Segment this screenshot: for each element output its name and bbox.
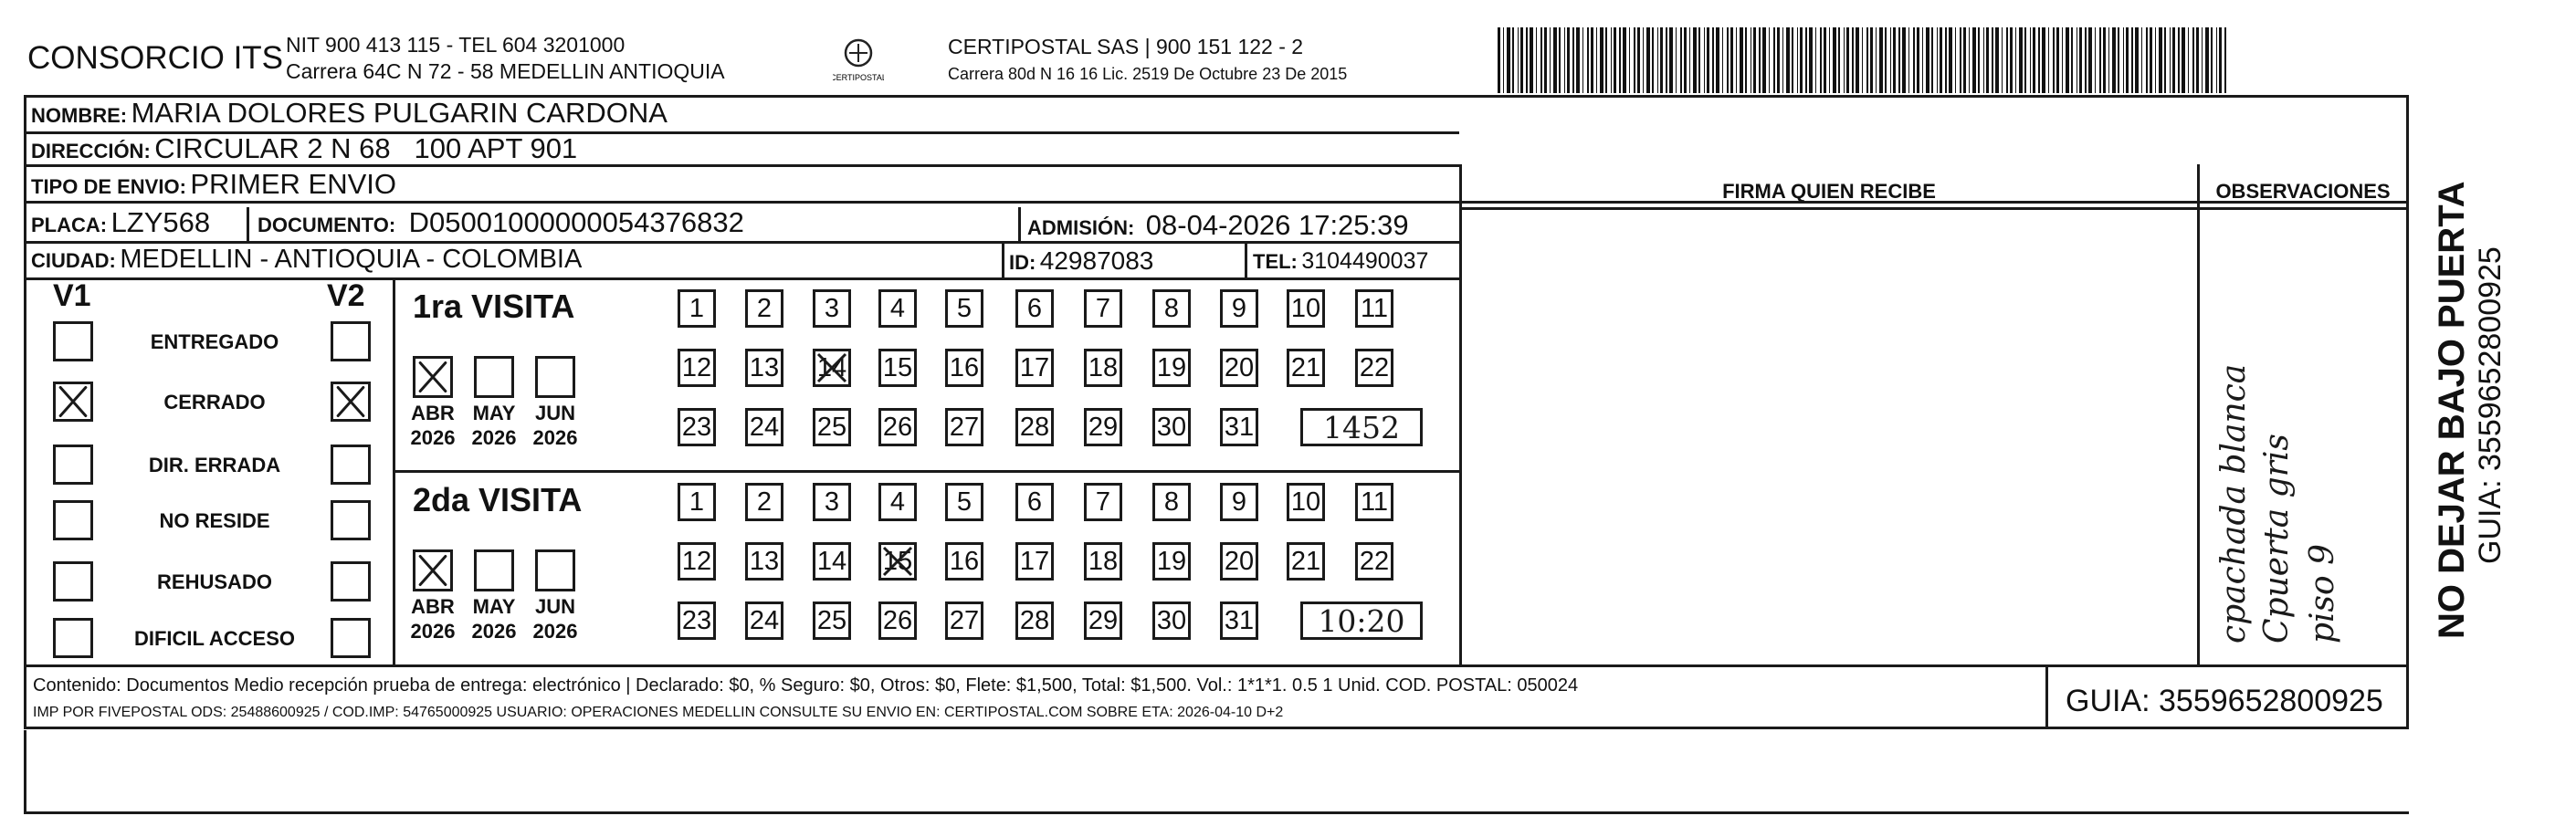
v1-checkbox[interactable] xyxy=(53,321,93,361)
day-box[interactable] xyxy=(678,349,716,387)
day-number: 11 xyxy=(1360,486,1389,517)
footer-contenido: Contenido: Documentos Medio recepción prueba de entrega: electrónico | Declarado: $0, % Seguro: $0, Otros: $0, Flete: $1,500, Total: $1,500. Vol.: 1*1*1. 0.5 1 Unid. COD. POSTAL: 050024 xyxy=(33,675,1579,696)
day-number: 30 xyxy=(1156,605,1187,635)
placa-label: PLACA: xyxy=(31,214,108,236)
day-number: 27 xyxy=(949,412,980,442)
day-number: 10 xyxy=(1290,486,1321,517)
year-label: 2026 xyxy=(471,620,517,643)
day-number: 18 xyxy=(1088,352,1119,382)
day-number: 27 xyxy=(949,605,980,635)
day-box[interactable] xyxy=(1152,542,1191,581)
day-box[interactable] xyxy=(813,602,851,640)
courier-license: Carrera 80d N 16 16 Lic. 2519 De Octubre 23 De 2015 xyxy=(948,65,1348,83)
visit-title: 2da VISITA xyxy=(413,481,583,518)
day-box[interactable] xyxy=(745,408,783,446)
day-box[interactable] xyxy=(1152,349,1191,387)
direccion-value: CIRCULAR 2 N 68 100 APT 901 xyxy=(154,132,578,164)
check-mark-icon xyxy=(415,359,450,395)
documento-label: DOCUMENTO: xyxy=(258,214,396,236)
courier-name: CERTIPOSTAL SAS | 900 151 122 - 2 xyxy=(948,35,1304,58)
day-number: 22 xyxy=(1359,352,1390,382)
day-box[interactable] xyxy=(1220,408,1258,446)
day-box[interactable] xyxy=(1084,408,1122,446)
day-number: 13 xyxy=(749,352,780,382)
day-box[interactable] xyxy=(1084,542,1122,581)
month-checkbox[interactable] xyxy=(413,356,453,398)
day-number: 17 xyxy=(1019,546,1050,576)
day-number: 14 xyxy=(816,352,847,382)
day-number: 9 xyxy=(1231,486,1247,517)
month-label: ABR xyxy=(411,402,455,424)
day-number: 24 xyxy=(749,605,780,635)
visit-time: 1452 xyxy=(1323,409,1400,445)
side-note-guia: GUIA: 3559652800925 xyxy=(2473,246,2508,564)
v2-checkbox[interactable] xyxy=(331,382,371,422)
day-box[interactable] xyxy=(878,483,917,521)
day-box[interactable] xyxy=(1355,349,1393,387)
day-number: 1 xyxy=(689,486,705,517)
year-label: 2026 xyxy=(532,426,578,449)
check-mark-icon xyxy=(56,384,90,419)
day-box[interactable] xyxy=(813,289,851,328)
day-box[interactable] xyxy=(1355,483,1393,521)
day-number: 12 xyxy=(681,352,712,382)
day-cross-icon xyxy=(881,545,914,578)
day-box[interactable] xyxy=(945,289,983,328)
day-box[interactable] xyxy=(1015,289,1054,328)
day-box[interactable] xyxy=(1152,483,1191,521)
month-checkbox[interactable] xyxy=(535,356,575,398)
day-box[interactable] xyxy=(1084,483,1122,521)
day-box[interactable] xyxy=(1015,408,1054,446)
month-label: JUN xyxy=(534,595,575,618)
barcode xyxy=(1498,27,2228,93)
v2-checkbox[interactable] xyxy=(331,500,371,540)
observacion-line-1: cpachada blanca xyxy=(2215,363,2253,643)
day-box[interactable] xyxy=(945,602,983,640)
v1-checkbox[interactable] xyxy=(53,561,93,602)
day-number: 23 xyxy=(681,412,712,442)
day-box[interactable] xyxy=(678,289,716,328)
side-note-main: NO DEJAR BAJO PUERTA xyxy=(2432,181,2472,639)
day-box[interactable] xyxy=(1084,289,1122,328)
day-number: 21 xyxy=(1290,352,1321,382)
id-label: ID: xyxy=(1009,251,1036,274)
documento-row xyxy=(258,206,744,239)
day-number: 10 xyxy=(1290,293,1321,323)
day-box[interactable] xyxy=(945,408,983,446)
observacion-line-2: Cpuerta gris xyxy=(2258,434,2296,643)
ciudad-row xyxy=(31,245,582,275)
year-label: 2026 xyxy=(410,426,456,449)
day-box[interactable] xyxy=(745,602,783,640)
nombre-row xyxy=(31,97,668,130)
ciudad-label: CIUDAD: xyxy=(31,249,116,272)
day-box[interactable] xyxy=(1287,542,1325,581)
v1-label: V1 xyxy=(53,278,91,313)
certipostal-logo xyxy=(833,35,884,89)
year-label: 2026 xyxy=(410,620,456,643)
day-box[interactable] xyxy=(945,349,983,387)
day-number: 16 xyxy=(949,352,980,382)
day-box[interactable] xyxy=(945,483,983,521)
day-number: 3 xyxy=(824,486,840,517)
day-number: 5 xyxy=(956,486,973,517)
day-box[interactable] xyxy=(745,289,783,328)
day-number: 16 xyxy=(949,546,980,576)
documento-value: D05001000000054376832 xyxy=(408,206,744,238)
day-number: 26 xyxy=(882,605,913,635)
day-number: 31 xyxy=(1224,605,1255,635)
day-number: 15 xyxy=(882,352,913,382)
month-checkbox[interactable] xyxy=(474,356,514,398)
lower-blank-panel xyxy=(24,730,2409,814)
day-number: 19 xyxy=(1156,546,1187,576)
day-box[interactable] xyxy=(1355,542,1393,581)
year-label: 2026 xyxy=(471,426,517,449)
observacion-line-3: piso 9 xyxy=(2304,543,2341,643)
day-box[interactable] xyxy=(1015,602,1054,640)
status-option-label: REHUSADO xyxy=(157,570,272,593)
day-box[interactable] xyxy=(878,602,917,640)
day-number: 14 xyxy=(816,546,847,576)
day-number: 15 xyxy=(882,546,913,576)
tipo-envio-row xyxy=(31,168,396,201)
day-number: 24 xyxy=(749,412,780,442)
company-address: Carrera 64C N 72 - 58 MEDELLIN ANTIOQUIA xyxy=(286,59,725,83)
day-number: 6 xyxy=(1026,293,1043,323)
day-box[interactable] xyxy=(678,602,716,640)
day-box[interactable] xyxy=(1220,483,1258,521)
check-mark-icon xyxy=(415,552,450,589)
tipo-label: TIPO DE ENVIO: xyxy=(31,175,186,198)
admision-value: 08-04-2026 17:25:39 xyxy=(1145,209,1409,241)
day-number: 6 xyxy=(1026,486,1043,517)
v1-checkbox[interactable] xyxy=(53,382,93,422)
day-number: 29 xyxy=(1088,412,1119,442)
id-value: 42987083 xyxy=(1039,246,1154,275)
day-box[interactable] xyxy=(878,408,917,446)
year-label: 2026 xyxy=(532,620,578,643)
tel-row xyxy=(1253,248,1428,275)
tel-value: 3104490037 xyxy=(1301,248,1429,274)
day-number: 28 xyxy=(1019,412,1050,442)
day-number: 5 xyxy=(956,293,973,323)
day-number: 8 xyxy=(1163,293,1180,323)
direccion-label: DIRECCIÓN: xyxy=(31,140,151,162)
day-box[interactable] xyxy=(678,408,716,446)
status-option-label: DIR. ERRADA xyxy=(148,454,281,476)
month-checkbox[interactable] xyxy=(474,549,514,591)
day-box[interactable] xyxy=(745,483,783,521)
visit-time-box[interactable] xyxy=(1300,408,1423,446)
day-box[interactable] xyxy=(1220,289,1258,328)
day-box[interactable] xyxy=(1084,602,1122,640)
month-label: JUN xyxy=(534,402,575,424)
day-box[interactable] xyxy=(1220,542,1258,581)
day-number: 25 xyxy=(816,412,847,442)
status-option-label: DIFICIL ACCESO xyxy=(133,627,295,650)
day-number: 18 xyxy=(1088,546,1119,576)
day-cross-icon xyxy=(815,351,848,384)
day-box[interactable] xyxy=(1152,408,1191,446)
day-number: 31 xyxy=(1224,412,1255,442)
day-number: 26 xyxy=(882,412,913,442)
day-box[interactable] xyxy=(678,542,716,581)
day-number: 1 xyxy=(689,293,705,323)
firma-header: FIRMA QUIEN RECIBE xyxy=(1722,180,1936,203)
day-number: 23 xyxy=(681,605,712,635)
day-box[interactable] xyxy=(1355,289,1393,328)
day-box[interactable] xyxy=(813,542,851,581)
day-box[interactable] xyxy=(678,483,716,521)
v2-checkbox[interactable] xyxy=(331,561,371,602)
day-box[interactable] xyxy=(745,349,783,387)
day-number: 8 xyxy=(1163,486,1180,517)
day-box[interactable] xyxy=(1220,349,1258,387)
day-number: 11 xyxy=(1360,293,1389,323)
day-number: 4 xyxy=(889,486,906,517)
month-checkbox[interactable] xyxy=(413,549,453,591)
day-number: 29 xyxy=(1088,605,1119,635)
observaciones-handwriting xyxy=(2201,210,2407,663)
placa-row xyxy=(31,206,210,239)
nombre-value: MARIA DOLORES PULGARIN CARDONA xyxy=(131,97,668,129)
ciudad-value: MEDELLIN - ANTIOQUIA - COLOMBIA xyxy=(120,245,583,274)
v1-checkbox[interactable] xyxy=(53,500,93,540)
status-option-label: CERRADO xyxy=(163,391,266,413)
footer-guia: GUIA: 3559652800925 xyxy=(2066,684,2383,718)
day-number: 7 xyxy=(1095,293,1111,323)
day-box[interactable] xyxy=(813,408,851,446)
day-box[interactable] xyxy=(1152,602,1191,640)
day-box[interactable] xyxy=(1152,289,1191,328)
day-box[interactable] xyxy=(813,349,851,387)
day-box[interactable] xyxy=(945,542,983,581)
tipo-value: PRIMER ENVIO xyxy=(190,168,397,200)
day-box[interactable] xyxy=(1287,349,1325,387)
direccion-row xyxy=(31,132,577,165)
v1-checkbox[interactable] xyxy=(53,445,93,485)
company-name: CONSORCIO ITS xyxy=(27,40,284,76)
v2-label: V2 xyxy=(327,278,365,313)
day-box[interactable] xyxy=(1220,602,1258,640)
day-box[interactable] xyxy=(745,542,783,581)
day-box[interactable] xyxy=(1015,542,1054,581)
admision-row xyxy=(1027,209,1409,242)
month-label: ABR xyxy=(411,595,455,618)
v2-checkbox[interactable] xyxy=(331,618,371,658)
day-box[interactable] xyxy=(813,483,851,521)
day-number: 22 xyxy=(1359,546,1390,576)
day-box[interactable] xyxy=(1287,289,1325,328)
day-number: 20 xyxy=(1224,352,1255,382)
month-label: MAY xyxy=(472,402,516,424)
day-box[interactable] xyxy=(878,542,917,581)
v1-checkbox[interactable] xyxy=(53,618,93,658)
day-number: 4 xyxy=(889,293,906,323)
status-option-label: ENTREGADO xyxy=(150,330,279,353)
day-box[interactable] xyxy=(1287,483,1325,521)
day-number: 20 xyxy=(1224,546,1255,576)
admision-label: ADMISIÓN: xyxy=(1027,216,1135,239)
day-box[interactable] xyxy=(878,289,917,328)
v2-checkbox[interactable] xyxy=(331,321,371,361)
day-number: 19 xyxy=(1156,352,1187,382)
day-number: 3 xyxy=(824,293,840,323)
id-row xyxy=(1009,246,1153,276)
day-number: 9 xyxy=(1231,293,1247,323)
month-label: MAY xyxy=(472,595,516,618)
footer-imp: IMP POR FIVEPOSTAL ODS: 25488600925 / COD.IMP: 54765000925 USUARIO: OPERACIONES MEDELLIN CONSULTE SU ENVIO EN: CERTIPOSTAL.COM SOBRE ETA: 2026-04-10 D+2 xyxy=(33,705,1284,720)
day-box[interactable] xyxy=(878,349,917,387)
day-box[interactable] xyxy=(1084,349,1122,387)
day-number: 21 xyxy=(1290,546,1321,576)
day-number: 2 xyxy=(756,293,773,323)
status-option-label: NO RESIDE xyxy=(159,509,270,532)
day-number: 30 xyxy=(1156,412,1187,442)
visit-time-box[interactable] xyxy=(1300,602,1423,640)
placa-value: LZY568 xyxy=(110,206,211,238)
observaciones-header: OBSERVACIONES xyxy=(2215,180,2391,203)
visit-title: 1ra VISITA xyxy=(413,288,575,325)
day-number: 13 xyxy=(749,546,780,576)
day-number: 17 xyxy=(1019,352,1050,382)
day-number: 12 xyxy=(681,546,712,576)
firma-area[interactable] xyxy=(1463,210,2195,663)
day-number: 28 xyxy=(1019,605,1050,635)
tel-label: TEL: xyxy=(1253,250,1298,273)
day-number: 25 xyxy=(816,605,847,635)
day-number: 2 xyxy=(756,486,773,517)
month-checkbox[interactable] xyxy=(535,549,575,591)
check-mark-icon xyxy=(333,384,368,419)
nombre-label: NOMBRE: xyxy=(31,104,128,127)
company-nit-tel: NIT 900 413 115 - TEL 604 3201000 xyxy=(286,33,626,57)
day-box[interactable] xyxy=(1015,349,1054,387)
visit-time: 10:20 xyxy=(1318,602,1405,639)
day-box[interactable] xyxy=(1015,483,1054,521)
svg-text:CERTIPOSTAL: CERTIPOSTAL xyxy=(833,73,884,82)
v2-checkbox[interactable] xyxy=(331,445,371,485)
side-note xyxy=(2411,110,2520,657)
day-number: 7 xyxy=(1095,486,1111,517)
